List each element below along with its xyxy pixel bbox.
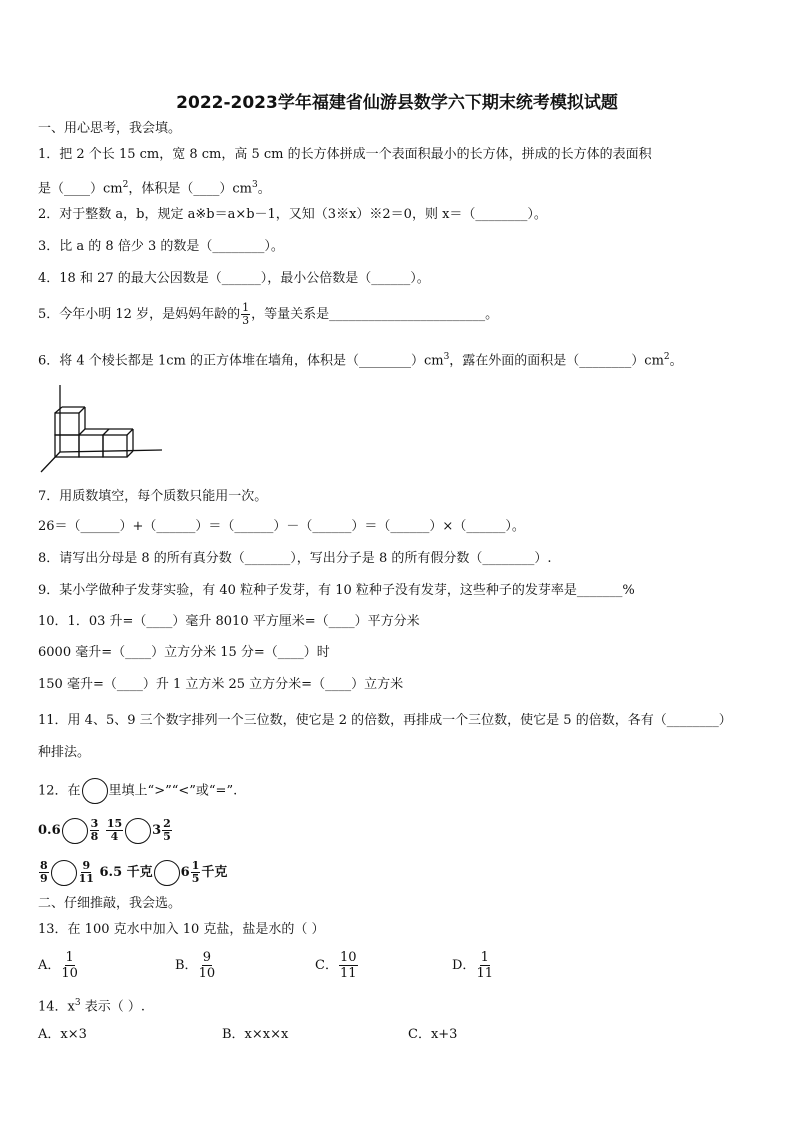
question-13-option-b: B． $\frac{9}{10}$: [175, 950, 216, 981]
question-12-row-2: $\frac{8}{9}$ $\frac{9}{11}$ 6.5 千克 6 $\frac{1}{5}$ 千克: [40, 859, 228, 885]
question-10-line-3: 150 毫升=（____）升 1 立方米 25 立方分米=（____）立方米: [38, 677, 404, 692]
page-title: 2022-2023学年福建省仙游县数学六下期末统考模拟试题: [176, 93, 618, 113]
question-12: 12．在 里填上“>”“<”或“=”.: [38, 778, 237, 804]
question-5: 5．今年小明 12 岁，是妈妈年龄的 $\frac{1}{3}$ ，等量关系是________________________。: [38, 301, 499, 327]
question-10-line-1: 10．1．03 升=（____）毫升 8010 平方厘米=（____）平方分米: [38, 614, 420, 629]
question-8: 8．请写出分母是 8 的所有真分数（_______），写出分子是 8 的所有假分数（________）.: [38, 551, 552, 566]
compare-circle: [154, 860, 180, 886]
question-10-line-2: 6000 毫升=（____）立方分米 15 分=（____）时: [38, 645, 330, 660]
question-13: 13．在 100 克水中加入 10 克盐，盐是水的（ ）: [38, 922, 325, 937]
question-14: 14．$x^3$ 表示（ ）.: [38, 998, 146, 1015]
question-2: 2．对于整数 a，b，规定 a※b＝a×b－1，又知（3※x）※2＝0，则 x＝（________）。: [38, 207, 547, 222]
question-6: 6．将 4 个棱长都是 1cm 的正方体堆在墙角，体积是$(\_\_\_\_\_\_\_\_)cm^3$，露在外面的面积是$(\_\_\_\_\_\_\_\_)cm^2$。: [38, 352, 683, 369]
cube-stack-figure: [38, 380, 168, 475]
fraction: $\frac{1}{3}$: [242, 301, 250, 327]
question-13-option-d: D． $\frac{1}{11}$: [452, 950, 493, 981]
question-4: 4．18 和 27 的最大公因数是（______），最小公倍数是（______）。: [38, 271, 430, 286]
question-14-option-b: B．x×x×x: [222, 1027, 289, 1042]
question-14-option-a: A．x×3: [38, 1027, 87, 1042]
compare-circle: [125, 818, 151, 844]
question-11-line-1: 11．用 4、5、9 三个数字排列一个三位数，使它是 2 的倍数，再排成一个三位数，使它是 5 的倍数，各有（________）: [38, 713, 732, 728]
question-7-equation: 26＝（______）+（______）＝（______）－（______）＝（______）×（______）。: [38, 519, 525, 534]
question-14-option-c: C．x+3: [408, 1027, 458, 1042]
question-13-option-c: C． $\frac{10}{11}$: [315, 950, 357, 981]
question-9: 9．某小学做种子发芽实验，有 40 粒种子发芽，有 10 粒种子没有发芽，这些种子的发芽率是_______%: [38, 583, 635, 598]
question-1-line-2: 是$(\_\_\_\_)cm^2$，体积是$(\_\_\_\_)cm^3$。: [38, 180, 271, 197]
compare-circle: [82, 778, 108, 804]
question-11-line-2: 种排法。: [38, 745, 91, 760]
section-2-heading: 二、仔细推敲，我会选。: [38, 896, 182, 911]
question-7: 7．用质数填空，每个质数只能用一次。: [38, 489, 268, 504]
compare-circle: [62, 818, 88, 844]
question-12-row-1: 0.6 $\frac{3}{8}$ $\frac{15}{4}$ 3 $\frac{2}{5}$: [38, 817, 171, 843]
section-1-heading: 一、用心思考，我会填。: [38, 121, 182, 136]
question-3: 3．比 a 的 8 倍少 3 的数是（________）。: [38, 239, 284, 254]
question-13-option-a: A． $\frac{1}{10}$: [38, 950, 78, 981]
compare-circle: [51, 860, 77, 886]
question-1-line-1: 1．把 2 个长 15 cm，宽 8 cm，高 5 cm 的长方体拼成一个表面积最小的长方体，拼成的长方体的表面积: [38, 147, 652, 162]
